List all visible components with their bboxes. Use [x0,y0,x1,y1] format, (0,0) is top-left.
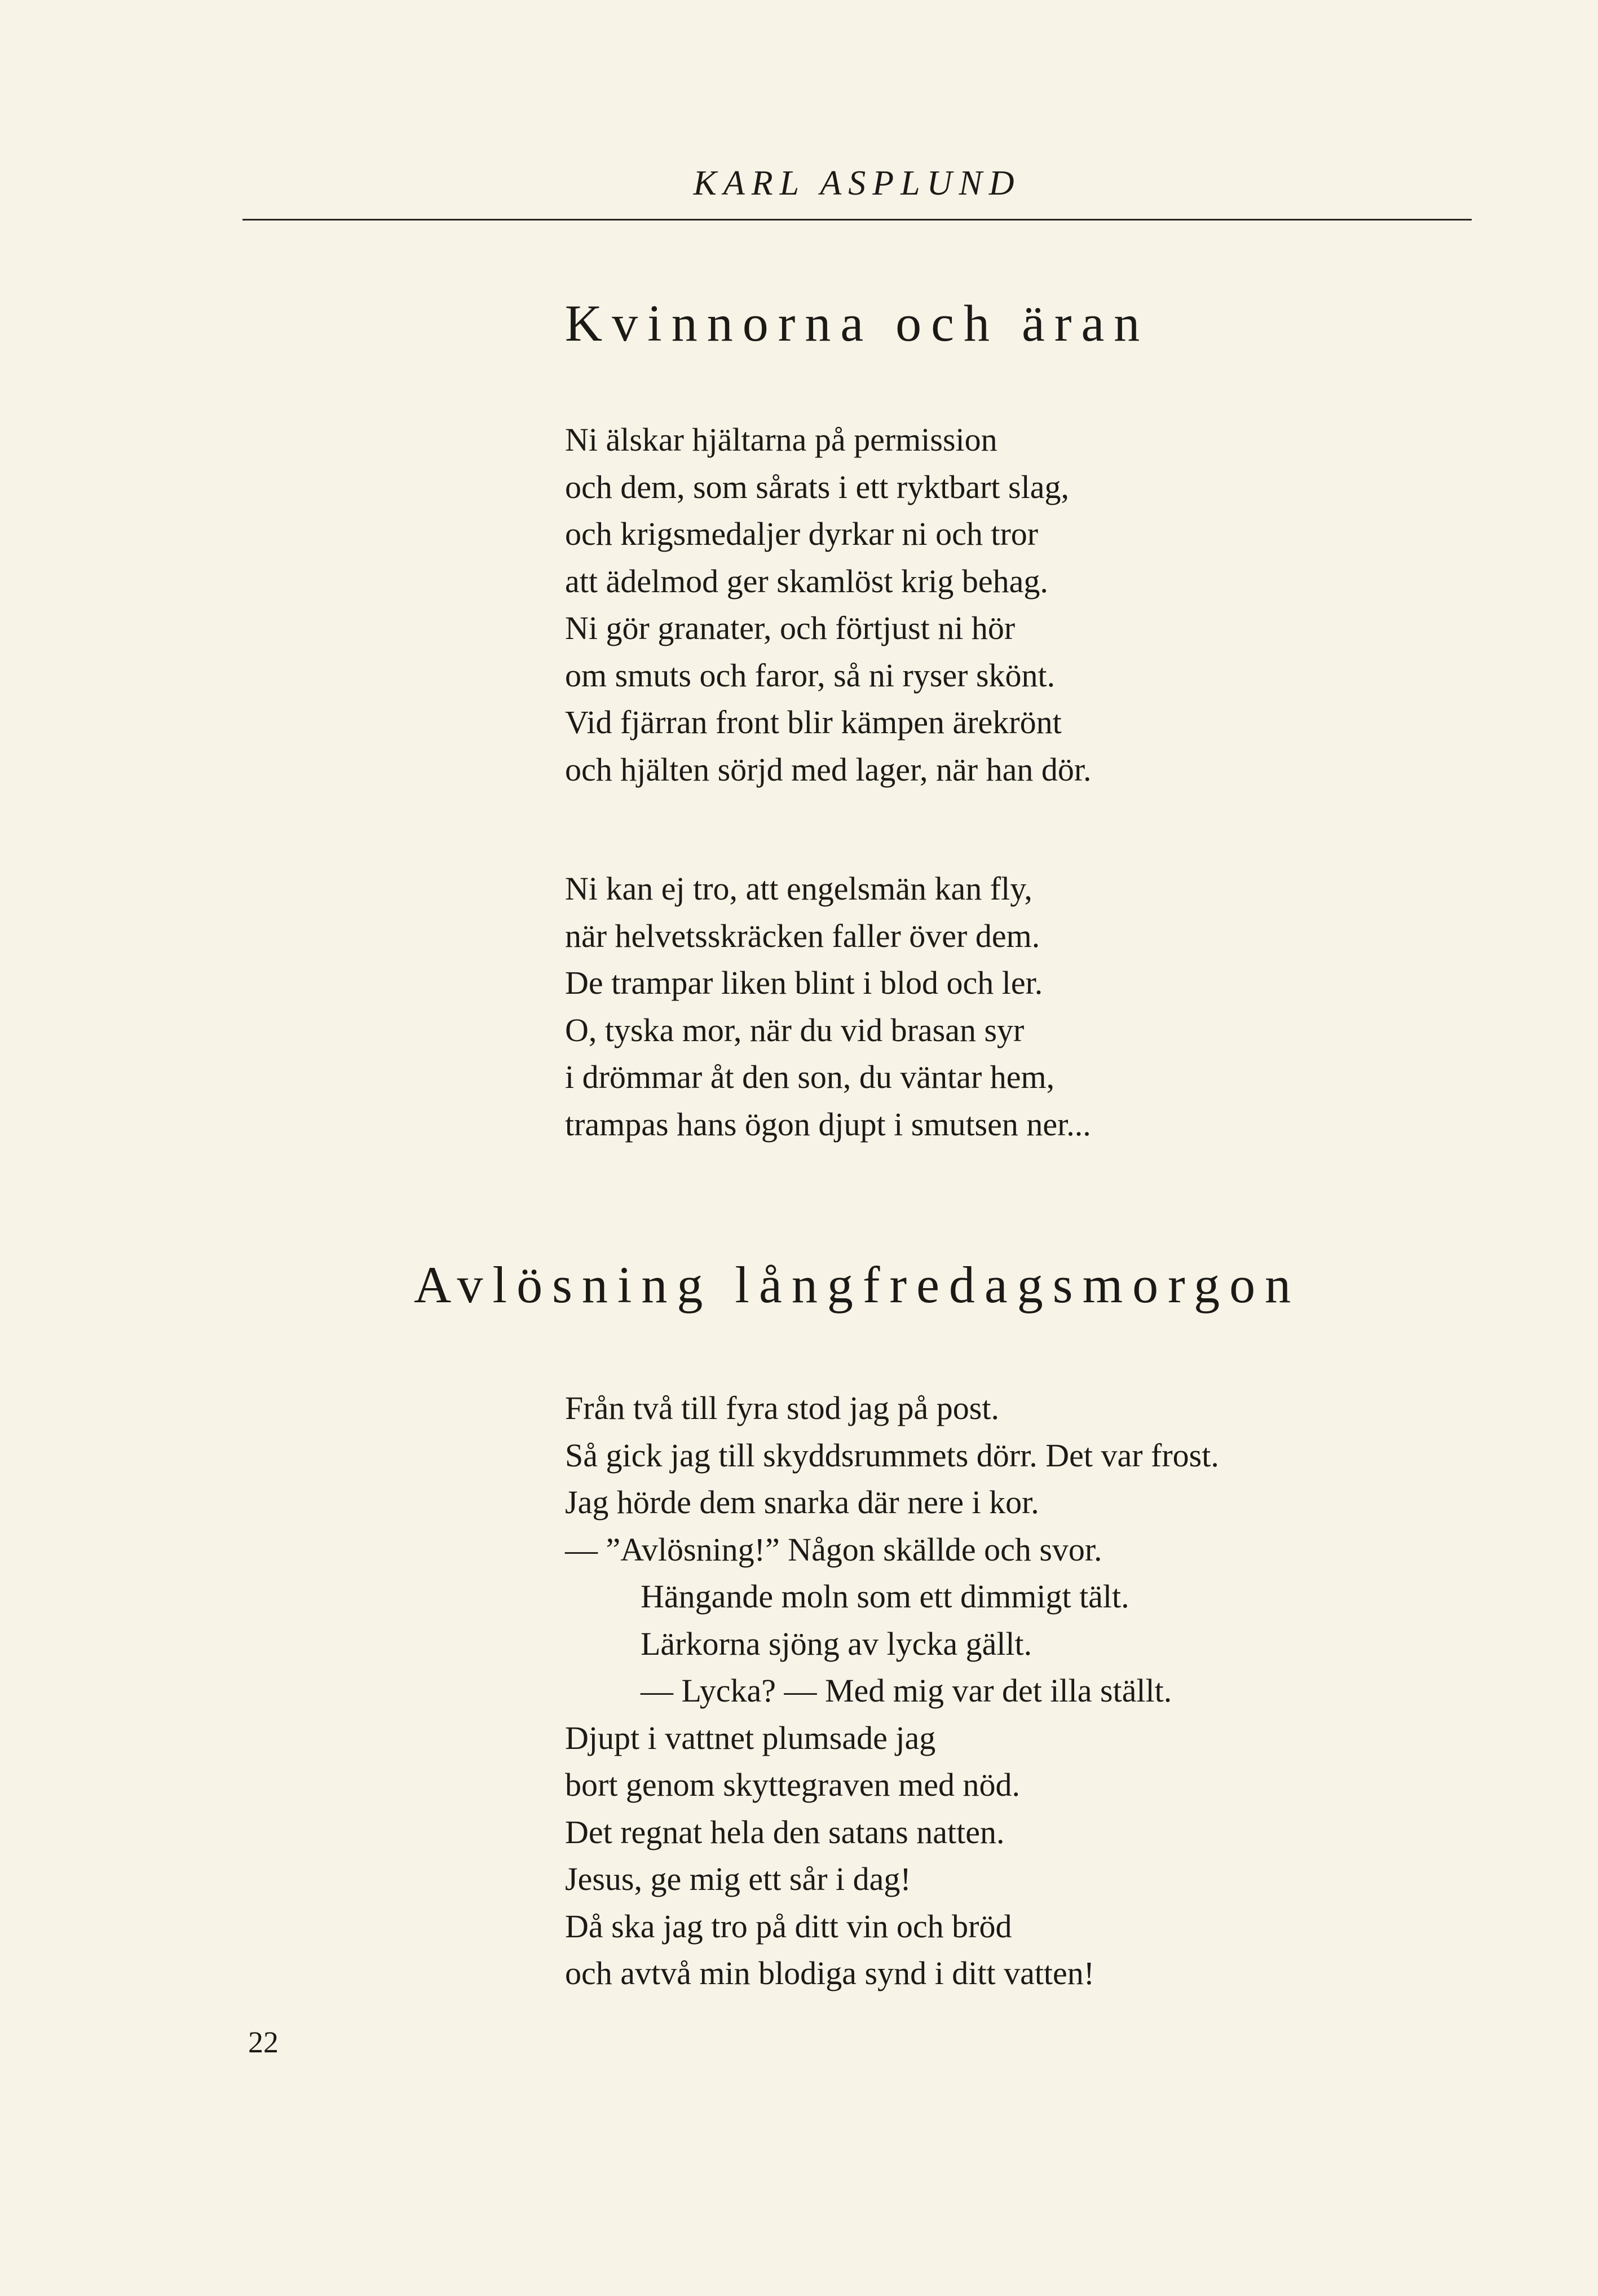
verse-line: Ni älskar hjältarna på permission [565,421,997,458]
verse-line: bort genom skyttegraven med nöd. [565,1766,1020,1803]
poem-title-avlosning: Avlösning långfredagsmorgon [413,1256,1301,1314]
verse-line: om smuts och faror, så ni ryser skönt. [565,656,1056,694]
verse-line: Från två till fyra stod jag på post. [565,1390,999,1426]
verse-line: Så gick jag till skyddsrummets dörr. Det var frost. [565,1436,1219,1474]
verse-line: och dem, som sårats i ett ryktbart slag, [565,468,1069,505]
page-number: 22 [248,2025,279,2059]
verse-line: Det regnat hela den satans natten. [565,1813,1005,1850]
verse-line: Ni gör granater, och förtjust ni hör [565,610,1016,646]
verse-line: när helvetsskräcken faller över dem. [565,917,1040,954]
verse-line-indented: — Lycka? — Med mig var det illa ställt. [641,1672,1172,1709]
verse-line: Jesus, ge mig ett sår i dag! [565,1861,911,1897]
verse-line: Ni kan ej tro, att engelsmän kan fly, [565,870,1032,907]
verse-line: O, tyska mor, när du vid brasan syr [565,1011,1025,1048]
verse-line: trampas hans ögon djupt i smutsen ner... [565,1105,1091,1143]
verse-line: Djupt i vattnet plumsade jag [565,1719,936,1756]
verse-line: Jag hörde dem snarka där nere i kor. [565,1484,1039,1521]
verse-line: Då ska jag tro på ditt vin och bröd [565,1907,1012,1945]
poem-1-stanza-1 [565,416,1091,793]
verse-line: och krigsmedaljer dyrkar ni och tror [565,515,1039,552]
header-rule [242,219,1472,221]
verse-line: De trampar liken blint i blod och ler. [565,964,1043,1001]
verse-line: i drömmar åt den son, du väntar hem, [565,1059,1055,1095]
verse-line-indented: Hängande moln som ett dimmigt tält. [641,1578,1129,1615]
verse-line: och hjälten sörjd med lager, när han dör. [565,751,1092,788]
verse-line: Vid fjärran front blir kämpen ärekrönt [565,704,1062,741]
running-head-author: KARL ASPLUND [693,164,1021,202]
verse-line: och avtvå min blodiga synd i ditt vatten! [565,1955,1095,1991]
verse-line: — ”Avlösning!” Någon skällde och svor. [565,1531,1102,1568]
poem-2-stanza-1 [565,1385,1219,1997]
verse-line: att ädelmod ger skamlöst krig behag. [565,562,1048,600]
poem-1-stanza-2 [565,865,1091,1148]
verse-line-indented: Lärkorna sjöng av lycka gällt. [641,1625,1032,1662]
poem-title-kvinnorna: Kvinnorna och äran [564,294,1150,352]
